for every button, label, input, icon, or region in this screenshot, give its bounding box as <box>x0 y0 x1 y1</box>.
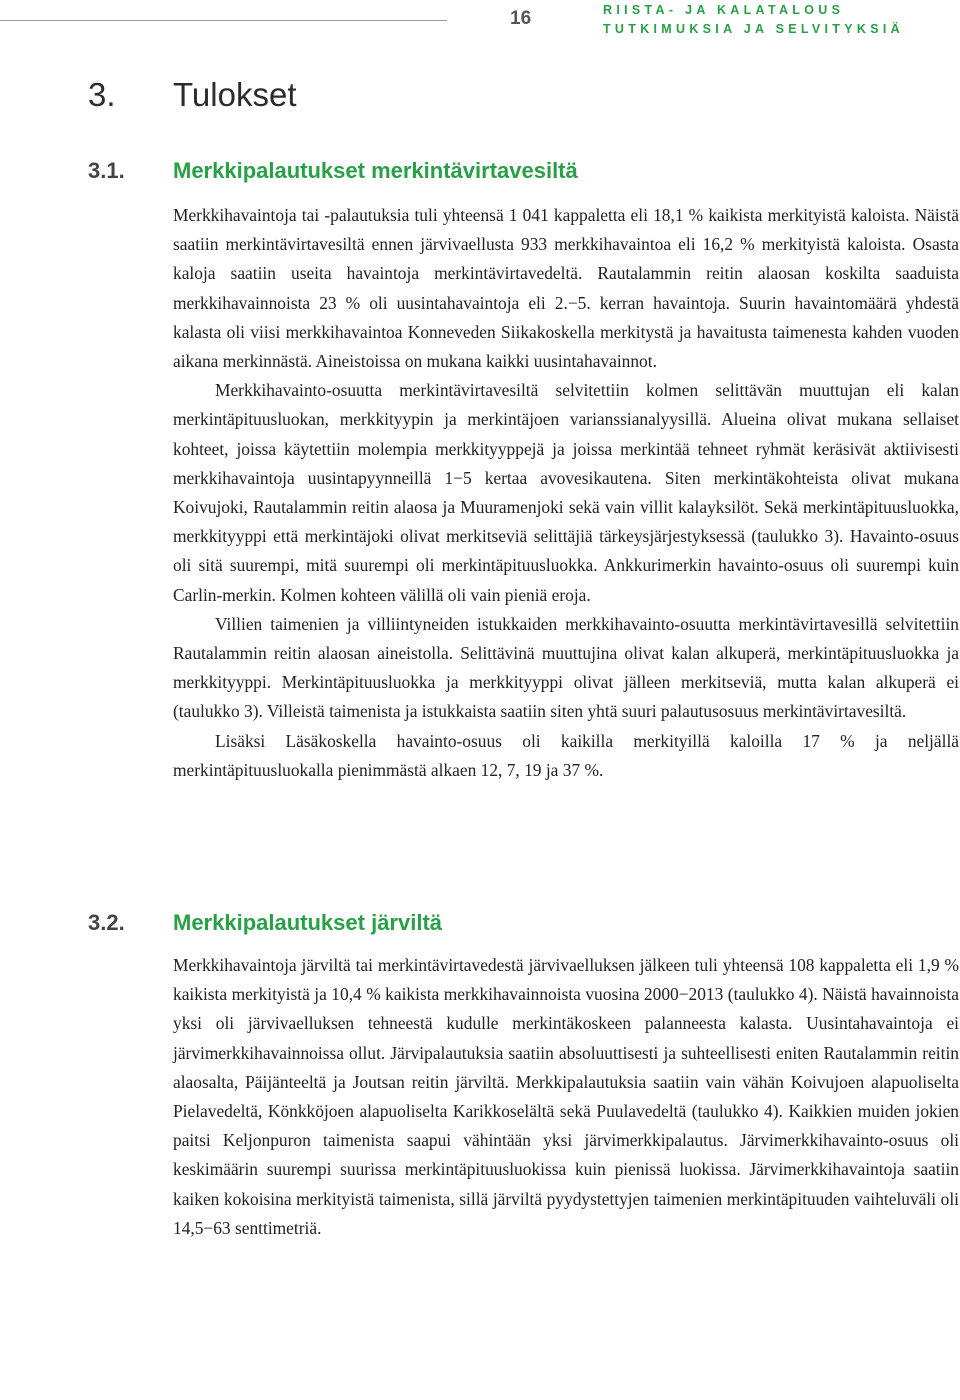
section-number: 3.1. <box>88 158 125 183</box>
series-title-line1: RIISTA- JA KALATALOUS <box>603 3 845 17</box>
chapter-number: 3. <box>88 76 116 113</box>
section-title: Merkkipalautukset järviltä <box>173 910 443 935</box>
section-3-1-body <box>173 201 959 785</box>
section-3-2-body <box>173 951 959 1243</box>
page-number: 16 <box>510 8 532 29</box>
paragraph: Merkkihavaintoja tai -palautuksia tuli yhteensä 1 041 kappaletta eli 18,1 % kaikista merkityistä kaloista. Näistä saatiin merkintävirtavesiltä ennen järvivaellusta 933 merkkihavaintoa eli 16,2 % merkityistä kaloista. Osasta kaloja saatiin useita havaintoja merkintävirtavedeltä. Rautalammin reitin alaosan koskilta saaduista merkkihavainnoista 23 % oli uusintahavaintoja eli 2.−5. kerran havaintoja. Suurin havaintomäärä yhdestä kalasta oli viisi merkkihavaintoa Konneveden Siikakoskella merkitystä ja havaitusta taimenesta kahden vuoden aikana merkinnästä. Aineistoissa on mukana kaikki uusintahavainnot. <box>173 205 959 372</box>
paragraph: Merkkihavaintoja järviltä tai merkintävirtavedestä järvivaelluksen jälkeen tuli yhteensä 108 kappaletta eli 1,9 % kaikista merkityistä ja 10,4 % kaikista merkkihavainnoista vuosina 2000−2013 (taulukko 4). Näistä havainnoista yksi oli järvivaelluksen tehneestä kudulle merkintäkoskeen palanneesta kalasta. Uusintahavaintoja ei järvimerkkihavainnoissa ollut. Järvipalautuksia saatiin absoluuttisesti ja suhteellisesti eniten Rautalammin reitin alaosalta, Päijänteeltä ja Joutsan reitin järviltä. Merkkipalautuksia saatiin vain vähän Koivujoen alapuoliselta Pielavedeltä, Könkköjoen alapuoliselta Karikkoselältä sekä Puulavedeltä (taulukko 4). Kaikkien muiden jokien paitsi Keljonpuron taimenista saapui vähintään yksi järvimerkkipalautus. Järvimerkkihavainto-osuus oli keskimäärin suurempi suurissa merkintäpituusluokissa kuin pienissä luokissa. Järvimerkkihavaintoja saatiin kaiken kokoisina merkityistä taimenista, sillä järviltä pyydystettyjen taimenien merkintäpituuden vaihteluväli oli 14,5−63 senttimetriä. <box>173 955 959 1238</box>
paragraph: Lisäksi Läsäkoskella havainto-osuus oli kaikilla merkityillä kaloilla 17 % ja neljällä merkintäpituusluokalla pienimmästä alkaen 12, 7, 19 ja 37 %. <box>173 730 959 780</box>
section-title: Merkkipalautukset merkintävirtavesiltä <box>173 158 578 183</box>
paragraph: Villien taimenien ja villiintyneiden istukkaiden merkkihavainto-osuutta merkintävirtavesillä selvitettiin Rautalammin reitin alaosan aineistolla. Selittävinä muuttujina olivat kalan alkuperä, merkintäpituusluokka ja merkkityyppi. Merkintäpituusluokka ja merkkityyppi olivat jälleen merkitseviä, mutta kalan alkuperä ei (taulukko 3). Villeistä taimenista ja istukkaista saatiin siten yhtä suuri palautusosuus merkintävirtavesiltä. <box>173 613 959 722</box>
chapter-title: Tulokset <box>173 76 297 113</box>
section-number: 3.2. <box>88 910 125 935</box>
paragraph: Merkkihavainto-osuutta merkintävirtavesiltä selvitettiin kolmen selittävän muuttujan eli kalan merkintäpituusluokan, merkkityypin ja merkintäjoen varianssianalyysillä. Alueina olivat mukana sellaiset kohteet, joissa käytettiin molempia merkkityyppejä ja joissa merkintää tehneet ryhmät keräsivät aktiivisesti merkkihavaintoja uusintapyynneillä 1−5 kertaa avovesikautena. Siten merkintäkohteista olivat mukana Koivujoki, Rautalammin reitin alaosa ja Muuramenjoki sekä vain villit kalayksilöt. Sekä merkintäpituusluokka, merkkityyppi että merkintäjoki olivat merkitseviä selittäjiä tärkeysjärjestyksessä (taulukko 3). Havainto-osuus oli sitä suurempi, mitä suurempi oli merkintäpituusluokka. Ankkurimerkin havainto-osuus oli suurempi kuin Carlin-merkin. Kolmen kohteen välillä oli vain pieniä eroja. <box>173 380 959 605</box>
series-title-line2: TUTKIMUKSIA JA SELVITYKSIÄ <box>603 22 904 36</box>
header-rule <box>0 20 447 21</box>
